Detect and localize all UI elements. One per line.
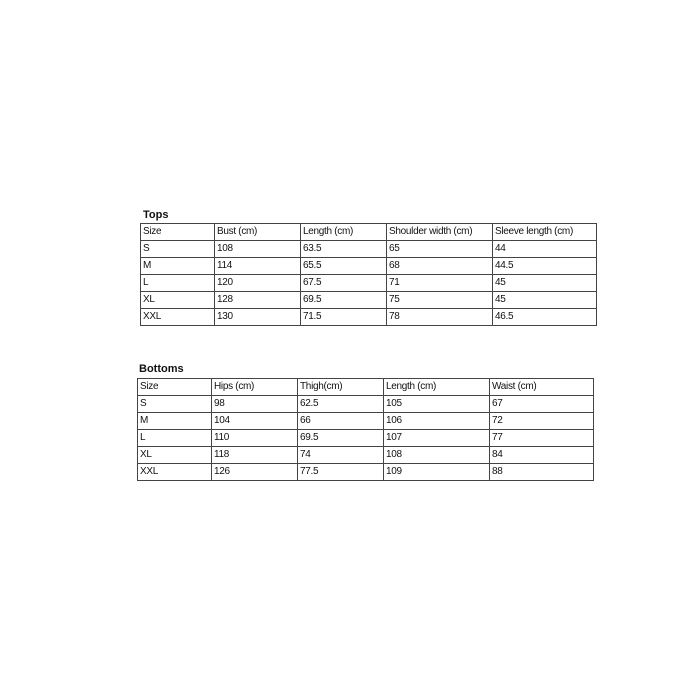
table-cell: 78 (387, 309, 493, 326)
table-cell: 69.5 (298, 430, 384, 447)
bottoms-title: Bottoms (139, 363, 184, 375)
table-cell: 63.5 (301, 241, 387, 258)
table-cell: 62.5 (298, 396, 384, 413)
table-cell: XXL (138, 464, 212, 481)
table-cell: 71.5 (301, 309, 387, 326)
bottoms-header-hips: Hips (cm) (212, 379, 298, 396)
bottoms-header-size: Size (138, 379, 212, 396)
bottoms-row-xxl (138, 464, 594, 481)
table-cell: 105 (384, 396, 490, 413)
tops-row-xxl (141, 309, 597, 326)
tops-size-table (140, 223, 597, 326)
table-cell: 71 (387, 275, 493, 292)
bottoms-row-s (138, 396, 594, 413)
tops-header-bust: Bust (cm) (215, 224, 301, 241)
bottoms-row-l (138, 430, 594, 447)
table-cell: 44.5 (493, 258, 597, 275)
bottoms-row-xl (138, 447, 594, 464)
table-cell: S (141, 241, 215, 258)
bottoms-size-table (137, 378, 594, 481)
table-cell: 77.5 (298, 464, 384, 481)
table-cell: 88 (490, 464, 594, 481)
tops-header-shoulder-width: Shoulder width (cm) (387, 224, 493, 241)
table-cell: 118 (212, 447, 298, 464)
table-cell: 77 (490, 430, 594, 447)
bottoms-header-length: Length (cm) (384, 379, 490, 396)
tops-header-length: Length (cm) (301, 224, 387, 241)
table-cell: 126 (212, 464, 298, 481)
table-cell: XL (141, 292, 215, 309)
table-cell: 74 (298, 447, 384, 464)
table-cell: 107 (384, 430, 490, 447)
bottoms-header-waist: Waist (cm) (490, 379, 594, 396)
table-cell: 130 (215, 309, 301, 326)
tops-row-s (141, 241, 597, 258)
table-cell: 108 (215, 241, 301, 258)
table-cell: L (138, 430, 212, 447)
bottoms-row-m (138, 413, 594, 430)
table-cell: 67 (490, 396, 594, 413)
table-cell: 75 (387, 292, 493, 309)
table-cell: 46.5 (493, 309, 597, 326)
table-cell: 120 (215, 275, 301, 292)
tops-row-xl (141, 292, 597, 309)
tops-title: Tops (143, 209, 169, 221)
table-cell: 109 (384, 464, 490, 481)
tops-header-row (141, 224, 597, 241)
table-cell: M (141, 258, 215, 275)
tops-header-sleeve-length: Sleeve length (cm) (493, 224, 597, 241)
table-cell: L (141, 275, 215, 292)
table-cell: 108 (384, 447, 490, 464)
table-cell: 106 (384, 413, 490, 430)
table-cell: 44 (493, 241, 597, 258)
table-cell: 45 (493, 275, 597, 292)
table-cell: 65 (387, 241, 493, 258)
table-cell: 66 (298, 413, 384, 430)
table-cell: 67.5 (301, 275, 387, 292)
table-cell: 69.5 (301, 292, 387, 309)
table-cell: XL (138, 447, 212, 464)
table-cell: 104 (212, 413, 298, 430)
bottoms-header-row (138, 379, 594, 396)
table-cell: 84 (490, 447, 594, 464)
table-cell: 68 (387, 258, 493, 275)
tops-header-size: Size (141, 224, 215, 241)
tops-row-m (141, 258, 597, 275)
table-cell: 110 (212, 430, 298, 447)
table-cell: 45 (493, 292, 597, 309)
table-cell: 65.5 (301, 258, 387, 275)
table-cell: XXL (141, 309, 215, 326)
table-cell: M (138, 413, 212, 430)
tops-row-l (141, 275, 597, 292)
table-cell: 72 (490, 413, 594, 430)
table-cell: S (138, 396, 212, 413)
table-cell: 128 (215, 292, 301, 309)
table-cell: 114 (215, 258, 301, 275)
bottoms-header-thigh: Thigh(cm) (298, 379, 384, 396)
table-cell: 98 (212, 396, 298, 413)
